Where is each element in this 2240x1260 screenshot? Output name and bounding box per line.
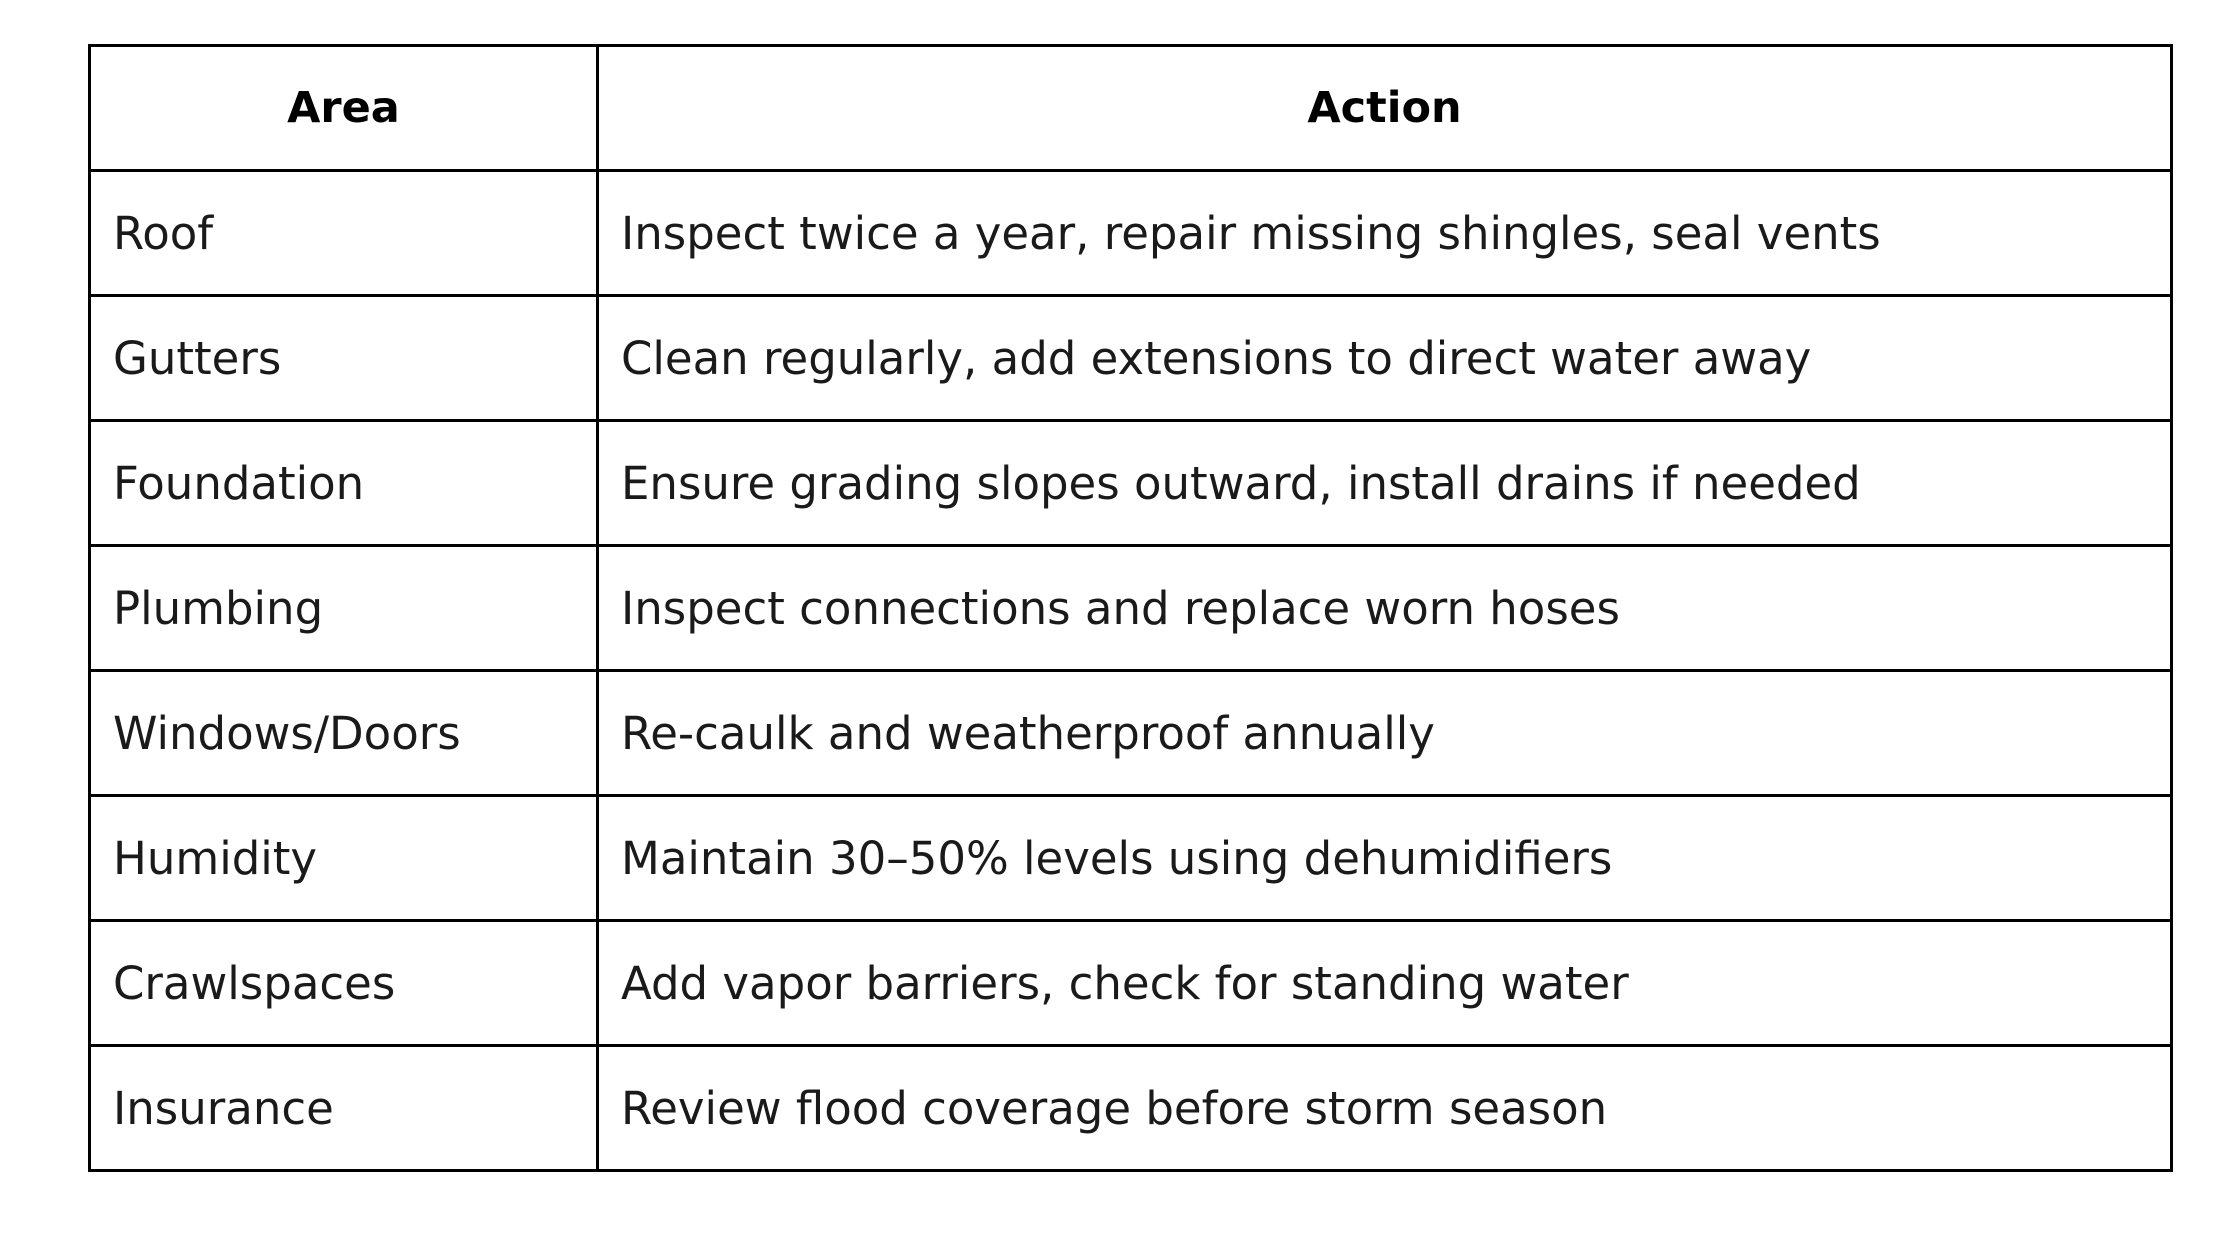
area-cell: Humidity xyxy=(90,796,598,921)
column-header-action: Action xyxy=(598,46,2172,171)
area-cell: Roof xyxy=(90,171,598,296)
maintenance-table-container xyxy=(88,44,2170,1172)
action-cell: Inspect twice a year, repair missing shingles, seal vents xyxy=(598,171,2172,296)
table-header-row xyxy=(90,46,2172,171)
column-header-area: Area xyxy=(90,46,598,171)
maintenance-table xyxy=(88,44,2173,1172)
table-row xyxy=(90,546,2172,671)
table-row xyxy=(90,296,2172,421)
action-cell: Re-caulk and weatherproof annually xyxy=(598,671,2172,796)
area-cell: Windows/Doors xyxy=(90,671,598,796)
table-row xyxy=(90,421,2172,546)
action-cell: Inspect connections and replace worn hoses xyxy=(598,546,2172,671)
table-row xyxy=(90,921,2172,1046)
area-cell: Foundation xyxy=(90,421,598,546)
action-cell: Add vapor barriers, check for standing water xyxy=(598,921,2172,1046)
area-cell: Insurance xyxy=(90,1046,598,1171)
action-cell: Review flood coverage before storm season xyxy=(598,1046,2172,1171)
table-row xyxy=(90,671,2172,796)
table-row xyxy=(90,171,2172,296)
table-row xyxy=(90,1046,2172,1171)
action-cell: Ensure grading slopes outward, install drains if needed xyxy=(598,421,2172,546)
action-cell: Maintain 30–50% levels using dehumidifiers xyxy=(598,796,2172,921)
area-cell: Plumbing xyxy=(90,546,598,671)
action-cell: Clean regularly, add extensions to direct water away xyxy=(598,296,2172,421)
area-cell: Crawlspaces xyxy=(90,921,598,1046)
area-cell: Gutters xyxy=(90,296,598,421)
table-row xyxy=(90,796,2172,921)
